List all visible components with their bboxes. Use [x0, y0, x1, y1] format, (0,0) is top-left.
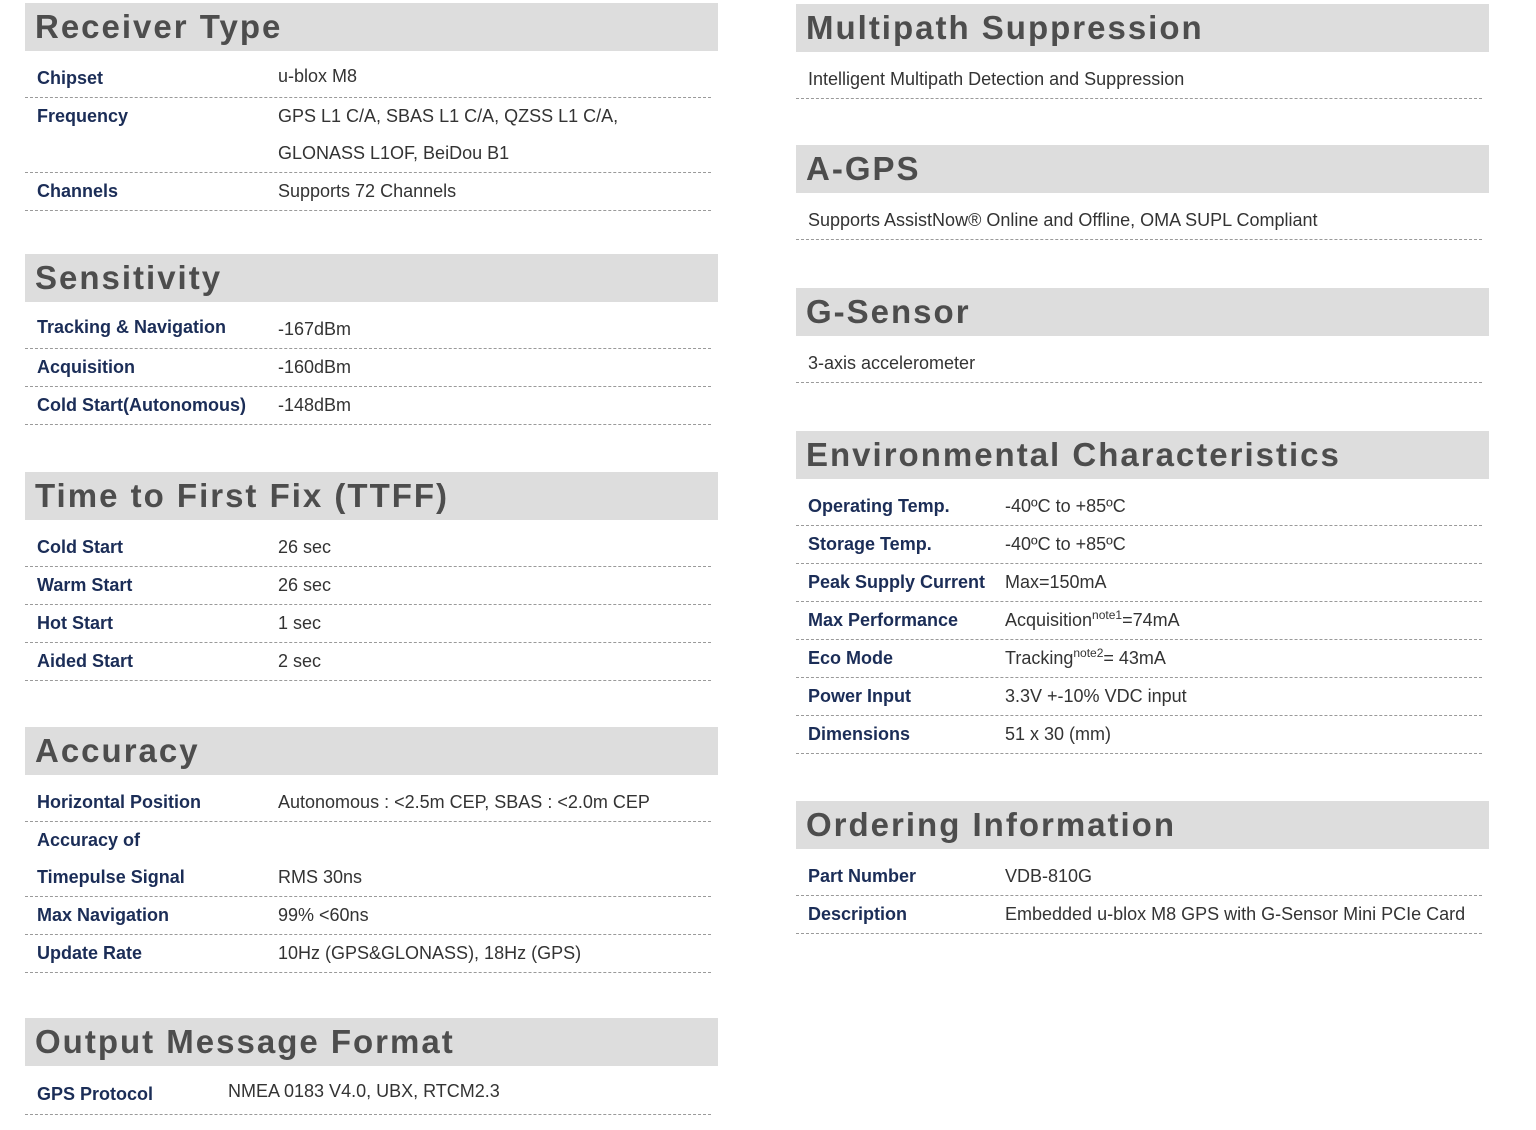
spec-label: Cold Start	[37, 537, 124, 557]
spec-label: Part Number	[808, 866, 917, 886]
spec-value-line: GLONASS L1OF, BeiDou B1	[278, 143, 510, 163]
ordering-rows	[796, 858, 1482, 934]
spacer	[278, 822, 362, 859]
spec-value: 51 x 30 (mm)	[1005, 724, 1112, 744]
footnote-marker: note1	[1092, 608, 1123, 622]
spec-label: GPS Protocol	[37, 1084, 154, 1104]
spec-label: Cold Start(Autonomous)	[37, 395, 246, 415]
spec-row	[25, 529, 711, 567]
section-title: Multipath Suppression	[796, 4, 1489, 52]
spec-value-line: GPS L1 C/A, SBAS L1 C/A, QZSS L1 C/A,	[278, 106, 619, 126]
section-title: G-Sensor	[796, 288, 1489, 336]
spec-row	[796, 896, 1482, 934]
spec-label-line: Timepulse Signal	[37, 867, 185, 887]
spec-value: Supports 72 Channels	[278, 181, 457, 201]
section-title: Sensitivity	[25, 254, 718, 302]
spec-label-line: Accuracy of	[37, 830, 141, 850]
spec-value: Intelligent Multipath Detection and Suppression	[796, 61, 1482, 99]
multipath-rows	[796, 61, 1489, 99]
spec-value: Embedded u-blox M8 GPS with G-Sensor Mini PCIe Card	[1005, 904, 1466, 924]
spec-value	[1005, 640, 1166, 677]
agps-rows	[796, 202, 1489, 240]
spec-value: 3.3V +-10% VDC input	[1005, 686, 1187, 706]
output-format-rows	[25, 1075, 711, 1115]
spec-row	[796, 526, 1482, 564]
receiver-type-section	[25, 3, 718, 211]
accuracy-rows	[25, 784, 711, 973]
spec-value	[278, 98, 618, 172]
spec-value: VDB-810G	[1005, 866, 1093, 886]
accuracy-section	[25, 727, 718, 973]
spec-value: 3-axis accelerometer	[796, 345, 1482, 383]
section-title: Ordering Information	[796, 801, 1489, 849]
section-title: Receiver Type	[25, 3, 718, 51]
spec-label: Eco Mode	[808, 648, 894, 668]
spec-value: 10Hz (GPS&GLONASS), 18Hz (GPS)	[278, 943, 582, 963]
spec-value	[1005, 602, 1180, 639]
spec-value-line: RMS 30ns	[278, 867, 363, 887]
ttff-section	[25, 472, 718, 681]
ttff-rows	[25, 529, 711, 681]
spec-value-text: = 43mA	[1103, 648, 1166, 668]
spec-label: Aided Start	[37, 651, 134, 671]
spec-label: Max Performance	[808, 610, 959, 630]
environmental-rows	[796, 488, 1482, 754]
footnote-marker: note2	[1073, 646, 1104, 660]
spec-label: Dimensions	[808, 724, 911, 744]
spec-row	[25, 822, 711, 897]
gsensor-rows	[796, 345, 1489, 383]
spec-value: -148dBm	[278, 395, 352, 415]
right-column	[796, 3, 1489, 934]
spec-row	[25, 897, 711, 935]
spec-label: Max Navigation	[37, 905, 170, 925]
spec-row	[796, 602, 1482, 640]
spec-label: Tracking & Navigation	[37, 317, 227, 337]
spec-label: Horizontal Position	[37, 792, 201, 812]
spec-value: u-blox M8	[278, 66, 358, 86]
spec-row	[796, 858, 1482, 896]
spec-row	[796, 640, 1482, 678]
sensitivity-rows	[25, 311, 711, 425]
spec-value: 1 sec	[278, 613, 322, 633]
left-column	[25, 3, 718, 1115]
spec-row	[25, 605, 711, 643]
spec-row	[25, 311, 711, 349]
section-title: Output Message Format	[25, 1018, 718, 1066]
multipath-section	[796, 4, 1489, 99]
spec-value: -160dBm	[278, 357, 352, 377]
spec-row	[25, 567, 711, 605]
spec-label: Operating Temp.	[808, 496, 950, 516]
spec-row-channels	[25, 173, 711, 211]
spec-value-text: =74mA	[1122, 610, 1180, 630]
gsensor-section	[796, 288, 1489, 383]
spec-label: Description	[808, 904, 908, 924]
spec-label: Hot Start	[37, 613, 113, 633]
section-title: Environmental Characteristics	[796, 431, 1489, 479]
spec-row	[796, 564, 1482, 602]
spec-value: Autonomous : <2.5m CEP, SBAS : <2.0m CEP	[278, 792, 650, 812]
section-title: A-GPS	[796, 145, 1489, 193]
spec-label: Storage Temp.	[808, 534, 932, 554]
spec-value	[278, 822, 362, 896]
ordering-section	[796, 801, 1489, 934]
spec-row	[796, 716, 1482, 754]
spec-label: Frequency	[37, 106, 129, 126]
spec-value: -40ºC to +85ºC	[1005, 534, 1126, 554]
spec-row	[25, 935, 711, 973]
spec-value: 2 sec	[278, 651, 322, 671]
spec-value: -40ºC to +85ºC	[1005, 496, 1126, 516]
spec-label: Channels	[37, 181, 119, 201]
section-title: Time to First Fix (TTFF)	[25, 472, 718, 520]
spec-row-frequency	[25, 98, 711, 173]
spec-label: Acquisition	[37, 357, 135, 377]
sensitivity-section	[25, 254, 718, 425]
spec-row	[25, 387, 711, 425]
spec-label: Power Input	[808, 686, 911, 706]
environmental-section	[796, 431, 1489, 754]
spec-value-text: Acquisition	[1005, 610, 1093, 630]
spec-label: Update Rate	[37, 943, 143, 963]
receiver-type-rows	[25, 60, 711, 211]
spec-row	[796, 488, 1482, 526]
section-title: Accuracy	[25, 727, 718, 775]
spec-row	[25, 784, 711, 822]
spec-row	[25, 643, 711, 681]
output-format-section	[25, 1018, 718, 1115]
spec-label	[25, 822, 278, 896]
spec-label: Peak Supply Current	[808, 572, 986, 592]
spec-value: 26 sec	[278, 575, 332, 595]
spec-row-chipset	[25, 60, 711, 98]
spec-row	[25, 349, 711, 387]
spec-value: 99% <60ns	[278, 905, 369, 925]
spec-value: Max=150mA	[1005, 572, 1107, 592]
spec-row	[796, 678, 1482, 716]
spec-value: NMEA 0183 V4.0, UBX, RTCM2.3	[228, 1081, 500, 1101]
spec-value-text: Tracking	[1005, 648, 1074, 668]
spec-label: Chipset	[37, 68, 104, 88]
spec-label: Warm Start	[37, 575, 133, 595]
agps-section	[796, 145, 1489, 240]
spec-value: Supports AssistNow® Online and Offline, OMA SUPL Compliant	[796, 202, 1482, 240]
spec-value: -167dBm	[278, 319, 352, 339]
spec-row	[25, 1075, 711, 1115]
spec-value: 26 sec	[278, 537, 332, 557]
